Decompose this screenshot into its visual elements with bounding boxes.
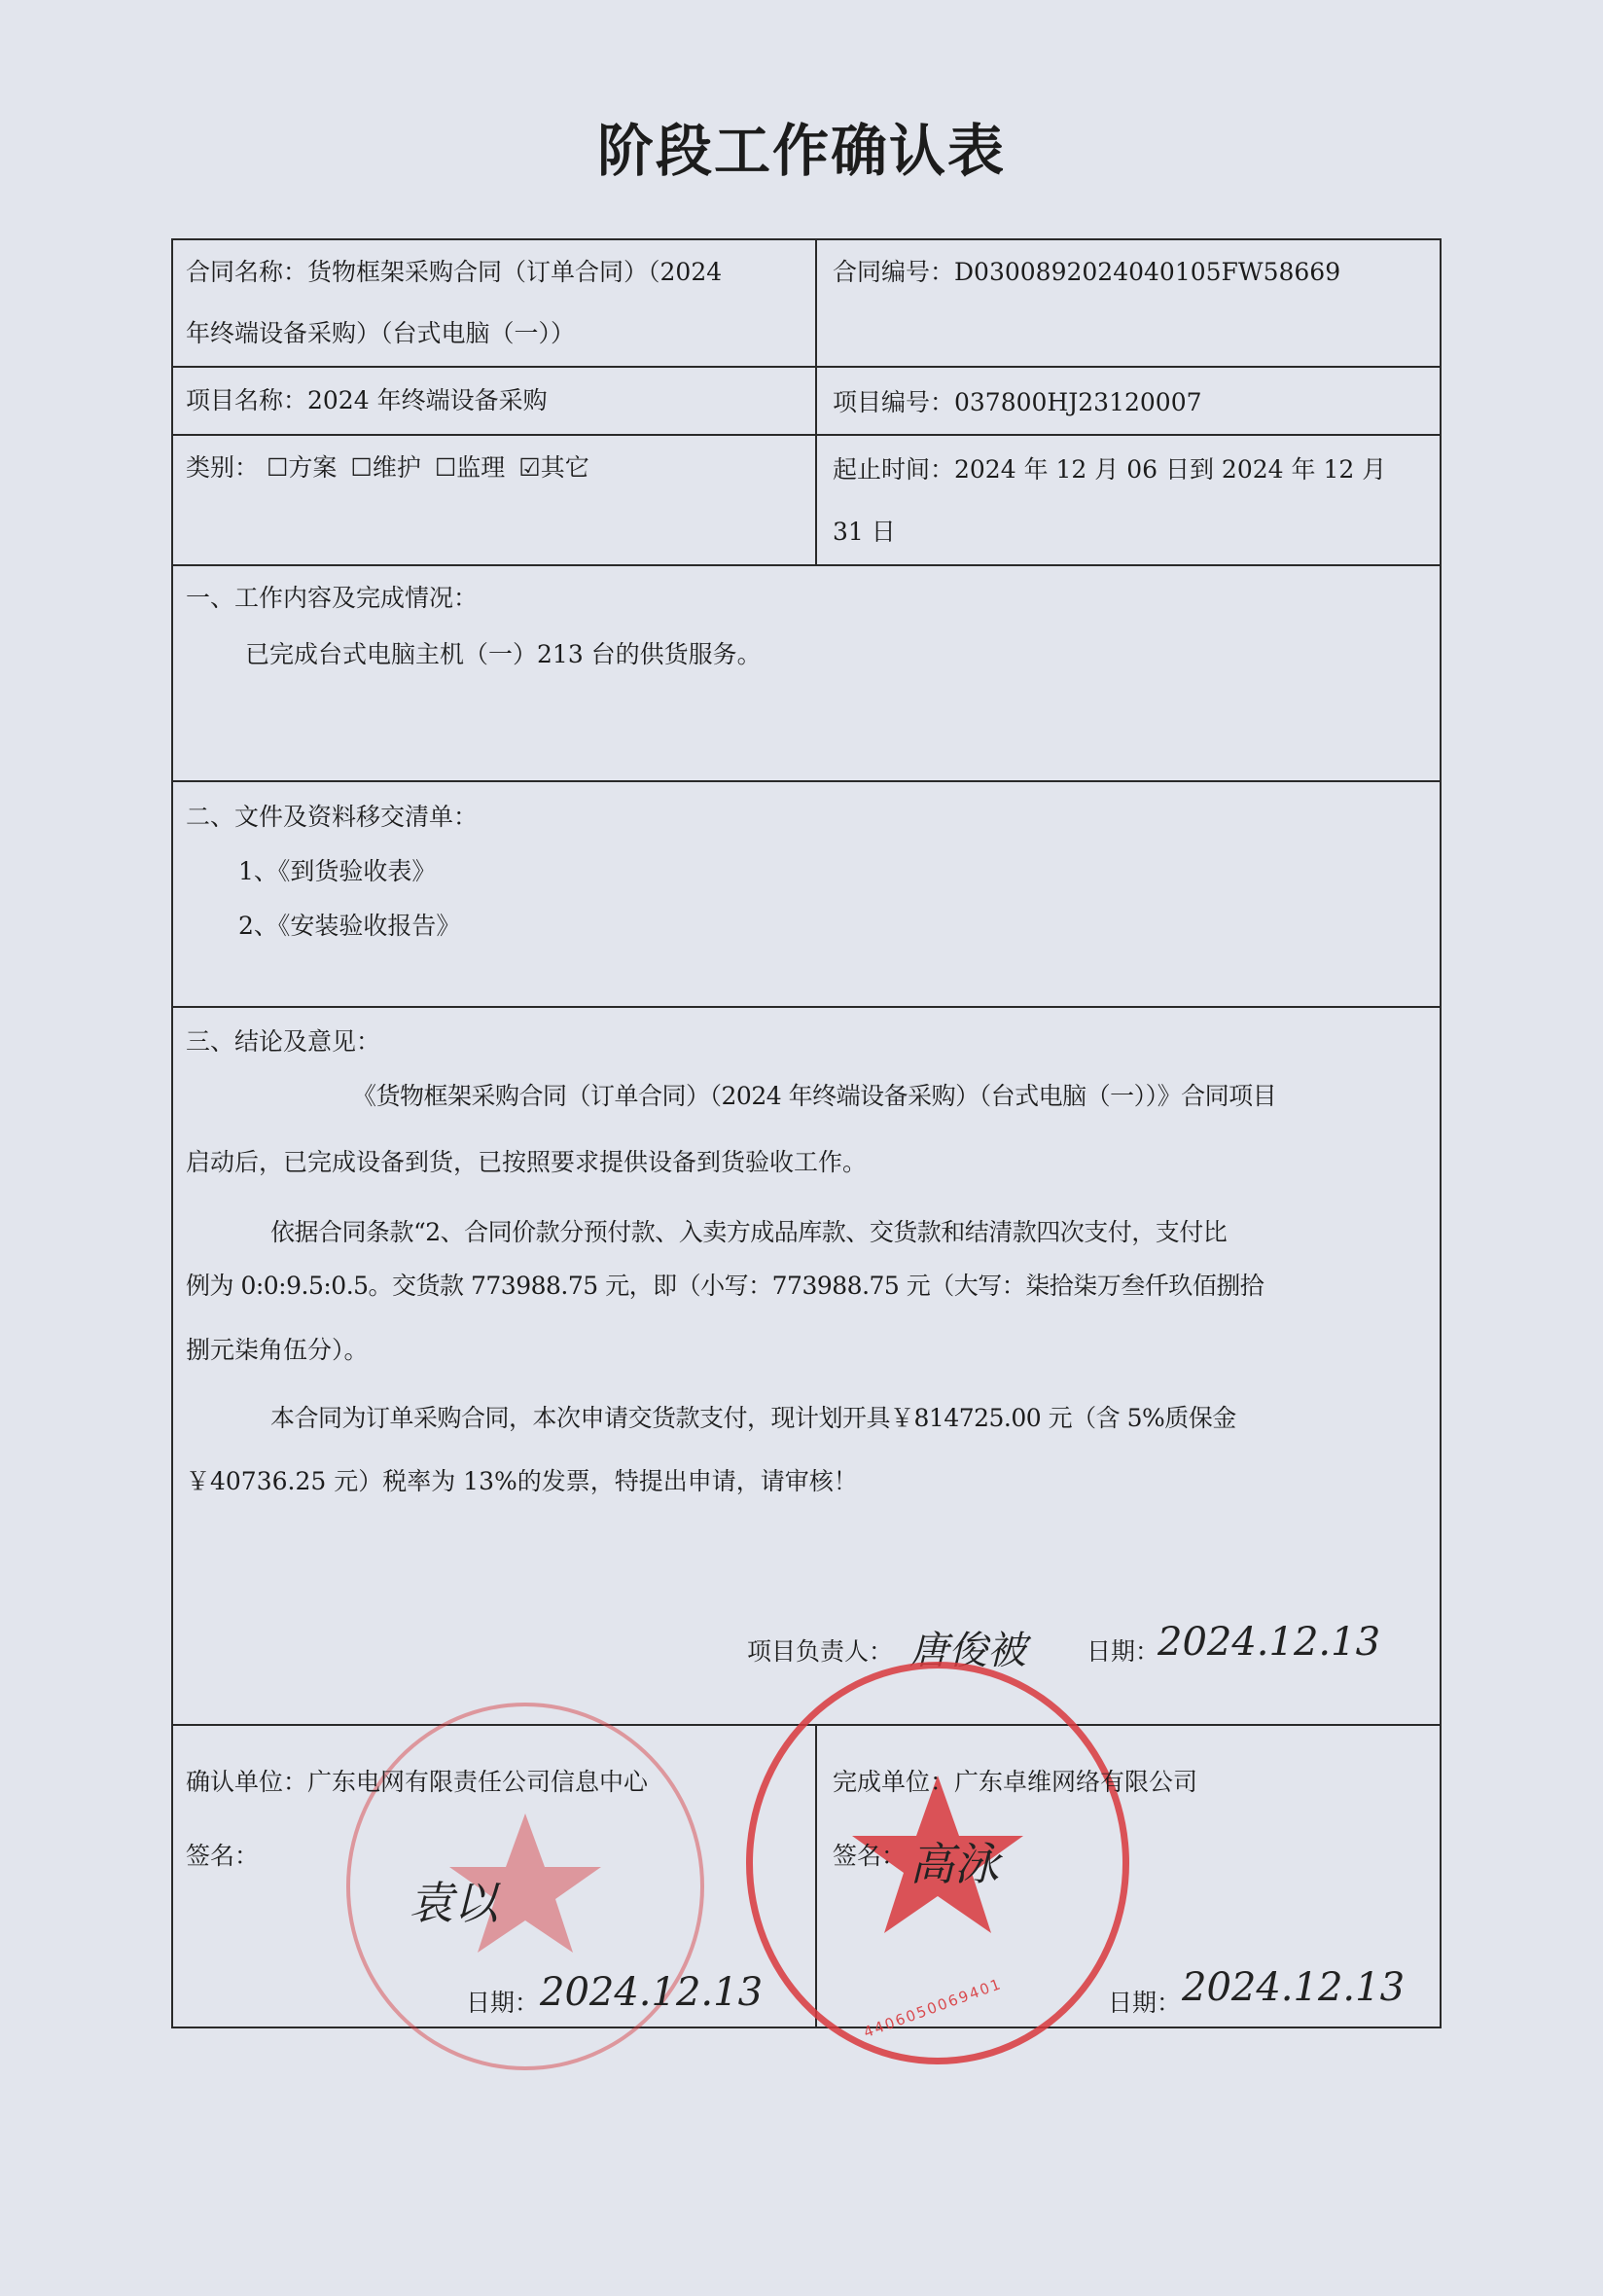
category-option-label: 维护 xyxy=(372,453,421,482)
confirm-date: 2024.12.13 xyxy=(540,1970,764,2015)
manager-date: 2024.12.13 xyxy=(1158,1620,1381,1665)
complete-sign-label: 签名： xyxy=(833,1842,907,1870)
manager-signature: 唐俊被 xyxy=(909,1629,1026,1673)
confirm-sign-label: 签名： xyxy=(186,1842,260,1870)
complete-signature: 高泳 xyxy=(909,1838,999,1890)
column-divider xyxy=(815,238,817,564)
table-border-left xyxy=(171,238,173,2028)
manager-label: 项目负责人： xyxy=(747,1637,894,1666)
conclusion-line: 例为 0:0:9.5:0.5。交货款 773988.75 元，即（小写：773988.75 元（大写：柒拾柒万叁仟玖佰捌拾 xyxy=(186,1272,1265,1300)
complete-date-label: 日期： xyxy=(1108,1989,1182,2017)
project-number: 项目编号：037800HJ23120007 xyxy=(833,388,1202,416)
row-divider xyxy=(171,1006,1442,1008)
contract-name: 合同名称：货物框架采购合同（订单合同）（2024 xyxy=(186,258,723,286)
category-option-label: 监理 xyxy=(456,453,506,482)
complete-date: 2024.12.13 xyxy=(1182,1965,1406,2010)
category-option[interactable] xyxy=(350,453,420,482)
page-title: 阶段工作确认表 xyxy=(596,118,1006,184)
period: 起止时间：2024 年 12 月 06 日到 2024 年 12 月 xyxy=(833,455,1387,484)
manager-date-label: 日期： xyxy=(1086,1637,1160,1666)
category-row xyxy=(186,453,603,483)
category-option-label: 其它 xyxy=(540,453,589,482)
row-divider xyxy=(171,780,1442,782)
section1-body: 已完成台式电脑主机（一）213 台的供货服务。 xyxy=(245,640,762,668)
conclusion-line: 《货物框架采购合同（订单合同）（2024 年终端设备采购）（台式电脑（一））》合同项目 xyxy=(352,1082,1277,1110)
confirm-date-label: 日期： xyxy=(466,1989,540,2017)
contract-name-cont: 年终端设备采购）（台式电脑（一）） xyxy=(186,319,576,347)
section3-heading: 三、结论及意见： xyxy=(186,1027,381,1056)
section1-heading: 一、工作内容及完成情况： xyxy=(186,584,479,612)
conclusion-line: 捌元柒角伍分）。 xyxy=(186,1336,369,1364)
table-border-top xyxy=(171,238,1442,240)
confirm-unit: 确认单位：广东电网有限责任公司信息中心 xyxy=(186,1768,649,1796)
category-option-label: 方案 xyxy=(288,453,338,482)
conclusion-line: 依据合同条款“2、合同价款分预付款、入卖方成品库款、交货款和结清款四次支付，支付比 xyxy=(270,1218,1228,1246)
conclusion-line: 本合同为订单采购合同，本次申请交货款支付，现计划开具￥814725.00 元（含 5%质保金 xyxy=(270,1404,1236,1432)
table-border-right xyxy=(1440,238,1442,2028)
checkbox-icon[interactable]: ☐ xyxy=(266,453,289,482)
stamp-code: 4406050069401 xyxy=(861,1974,1005,2042)
category-option[interactable] xyxy=(267,453,337,482)
row-divider xyxy=(171,564,1442,566)
checkbox-icon[interactable]: ☐ xyxy=(434,453,457,482)
category-option[interactable] xyxy=(518,453,588,482)
document-item: 2、《安装验收报告》 xyxy=(238,912,461,940)
period-cont: 31 日 xyxy=(833,518,896,546)
project-name: 项目名称：2024 年终端设备采购 xyxy=(186,386,548,414)
category-option[interactable] xyxy=(435,453,505,482)
document-item: 1、《到货验收表》 xyxy=(238,857,437,885)
conclusion-line: 启动后，已完成设备到货，已按照要求提供设备到货验收工作。 xyxy=(186,1148,868,1176)
section2-heading: 二、文件及资料移交清单： xyxy=(186,803,479,831)
row-divider xyxy=(171,366,1442,368)
complete-unit: 完成单位：广东卓维网络有限公司 xyxy=(833,1768,1198,1796)
confirm-signature: 袁以 xyxy=(409,1877,498,1929)
contract-number: 合同编号：D0300892024040105FW58669 xyxy=(833,258,1341,286)
checked-box-icon[interactable]: ☑ xyxy=(518,453,541,482)
row-divider xyxy=(171,434,1442,436)
conclusion-line: ￥40736.25 元）税率为 13%的发票，特提出申请，请审核！ xyxy=(186,1467,858,1495)
checkbox-icon[interactable]: ☐ xyxy=(350,453,373,482)
category-label: 类别： xyxy=(186,453,260,482)
